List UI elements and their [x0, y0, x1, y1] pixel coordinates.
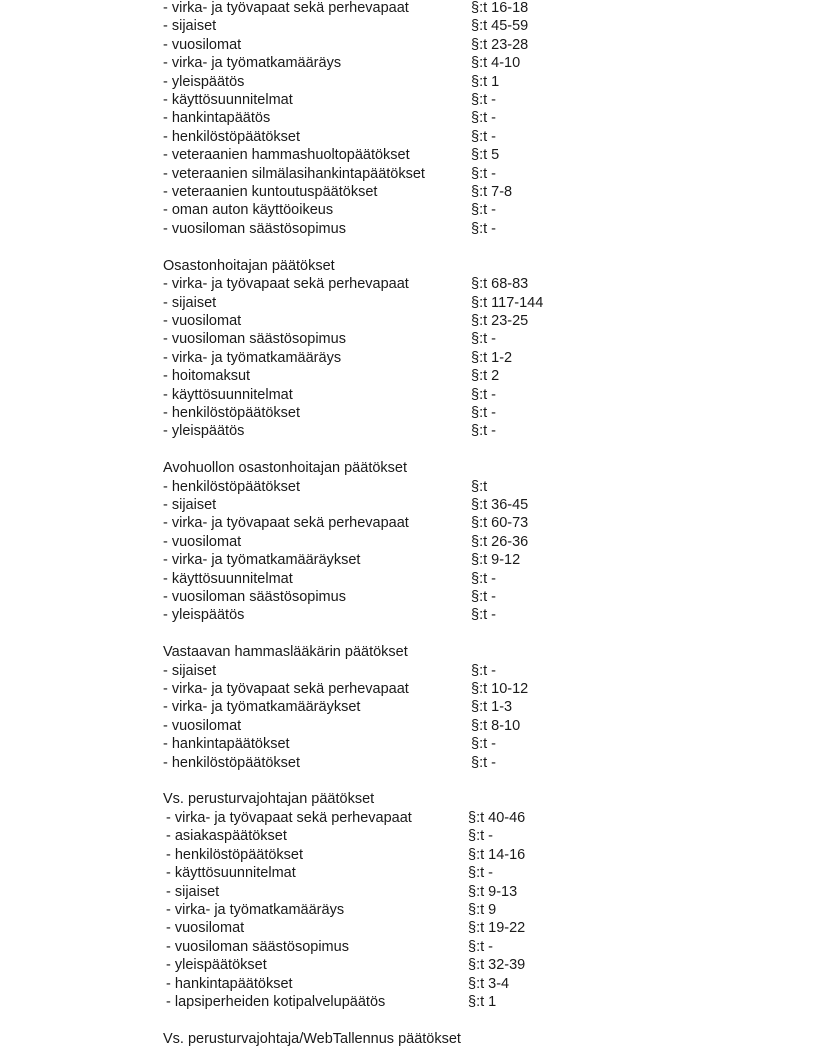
item-section-ref: §:t 60-73 — [471, 515, 529, 532]
item-section-ref: §:t - — [471, 662, 496, 679]
item-section-ref: §:t 1 — [471, 73, 500, 90]
list-item — [163, 73, 723, 91]
item-section-ref: §:t 26-36 — [471, 533, 529, 550]
item-section-ref: §:t 9-13 — [468, 883, 518, 900]
item-section-ref: §:t - — [471, 570, 496, 587]
list-item — [163, 864, 723, 882]
item-label: - käyttösuunnitelmat — [166, 865, 296, 882]
item-section-ref: §:t - — [471, 589, 496, 605]
item-label: - vuosiloman säästösopimus — [166, 938, 349, 955]
document-body — [163, 0, 723, 1048]
item-label: - hankintapäätökset — [163, 736, 290, 753]
item-label: - hankintapäätökset — [166, 975, 293, 992]
item-label: - virka- ja työmatkamääräys — [163, 349, 342, 366]
item-section-ref: §:t 23-25 — [471, 312, 529, 329]
list-item — [163, 128, 723, 146]
item-label: - vuosiloman säästösopimus — [163, 220, 346, 237]
item-section-ref: §:t - — [471, 165, 496, 182]
item-section-ref: §:t 14-16 — [468, 846, 526, 863]
list-item — [163, 386, 723, 404]
item-section-ref: §:t 7-8 — [471, 184, 513, 201]
list-item — [163, 496, 723, 514]
list-item — [163, 54, 723, 72]
list-item — [163, 294, 723, 312]
item-section-ref: §:t - — [471, 220, 496, 237]
item-section-ref: §:t 19-22 — [468, 920, 526, 937]
list-item — [163, 993, 723, 1011]
list-item — [163, 975, 723, 993]
item-section-ref: §:t — [471, 478, 488, 495]
item-label: - hankintapäätös — [163, 110, 271, 127]
list-item — [163, 735, 723, 753]
list-item — [163, 827, 723, 845]
item-section-ref: §:t 23-28 — [471, 36, 529, 53]
item-label: - sijaiset — [163, 18, 217, 35]
list-item — [163, 422, 723, 440]
list-item — [163, 275, 723, 293]
item-label: - vuosilomat — [166, 920, 245, 937]
item-section-ref: §:t - — [471, 386, 496, 403]
item-section-ref: §:t 32-39 — [468, 957, 526, 974]
item-section-ref: §:t - — [471, 423, 496, 440]
list-item — [163, 478, 723, 496]
item-label: - virka- ja työvapaat sekä perhevapaat — [163, 681, 409, 698]
section-heading: Vs. perusturvajohtaja/WebTallennus päätökset — [163, 1030, 461, 1047]
item-section-ref: §:t 9-12 — [471, 552, 521, 569]
item-section-ref: §:t 68-83 — [471, 276, 529, 293]
item-section-ref: §:t 10-12 — [471, 681, 529, 698]
item-label: - käyttösuunnitelmat — [163, 386, 293, 403]
item-label: - veteraanien silmälasihankintapäätökset — [163, 165, 425, 182]
list-item — [163, 846, 723, 864]
item-section-ref: §:t - — [468, 828, 493, 845]
list-item — [163, 17, 723, 35]
list-item — [163, 91, 723, 109]
item-section-ref: §:t 40-46 — [468, 809, 526, 826]
item-label: - virka- ja työmatkamääräykset — [163, 552, 361, 569]
list-item — [163, 312, 723, 330]
item-section-ref: §:t - — [471, 110, 496, 127]
item-label: - oman auton käyttöoikeus — [163, 202, 334, 219]
list-item — [163, 349, 723, 367]
list-item — [163, 809, 723, 827]
blank-line — [163, 238, 723, 256]
item-section-ref: §:t 45-59 — [471, 18, 529, 35]
item-label: - sijaiset — [163, 662, 217, 679]
item-label: - käyttösuunnitelmat — [163, 92, 293, 109]
item-section-ref: §:t - — [471, 128, 496, 145]
item-label: - lapsiperheiden kotipalvelupäätös — [166, 993, 386, 1010]
list-item — [163, 367, 723, 385]
list-item — [163, 220, 723, 238]
section-heading: Vs. perusturvajohtajan päätökset — [163, 791, 375, 808]
item-section-ref: §:t 9 — [468, 901, 497, 918]
item-label: - vuosiloman säästösopimus — [163, 589, 346, 605]
list-item — [163, 901, 723, 919]
item-section-ref: §:t - — [471, 736, 496, 753]
item-label: - henkilöstöpäätökset — [163, 478, 301, 495]
item-label: - henkilöstöpäätökset — [166, 846, 304, 863]
item-section-ref: §:t 8-10 — [471, 717, 521, 734]
list-item — [163, 109, 723, 127]
item-label: - veteraanien kuntoutuspäätökset — [163, 184, 378, 201]
item-label: - virka- ja työmatkamääräys — [163, 55, 342, 72]
item-label: - virka- ja työvapaat sekä perhevapaat — [166, 809, 412, 826]
blank-line — [163, 625, 723, 643]
list-item — [163, 680, 723, 698]
item-section-ref: §:t 1 — [468, 993, 497, 1010]
blank-line — [163, 772, 723, 790]
item-label: - hoitomaksut — [163, 368, 251, 385]
item-label: - vuosilomat — [163, 36, 242, 53]
item-section-ref: §:t 117-144 — [471, 294, 544, 311]
item-label: - yleispäätökset — [166, 957, 267, 974]
blank-line — [163, 441, 723, 459]
item-label: - virka- ja työmatkamääräykset — [163, 699, 361, 716]
item-label: - virka- ja työvapaat sekä perhevapaat — [163, 515, 409, 532]
item-label: - sijaiset — [163, 294, 217, 311]
list-item — [163, 662, 723, 680]
item-section-ref: §:t 5 — [471, 147, 500, 164]
item-label: - yleispäätös — [163, 73, 245, 90]
list-item — [163, 570, 723, 588]
item-section-ref: §:t - — [468, 865, 493, 882]
item-label: - vuosilomat — [163, 533, 242, 550]
item-label: - sijaiset — [163, 496, 217, 513]
item-label: - yleispäätös — [163, 423, 245, 440]
list-item — [163, 0, 723, 17]
list-item — [163, 514, 723, 532]
item-label: - sijaiset — [166, 883, 220, 900]
item-label: - vuosilomat — [163, 312, 242, 329]
item-section-ref: §:t - — [471, 404, 496, 421]
item-section-ref: §:t - — [471, 754, 496, 771]
list-item — [163, 698, 723, 716]
item-section-ref: §:t 1-3 — [471, 699, 513, 716]
item-label: - henkilöstöpäätökset — [163, 754, 301, 771]
list-item — [163, 606, 723, 624]
item-section-ref: §:t - — [471, 331, 496, 348]
item-label: - henkilöstöpäätökset — [163, 128, 301, 145]
item-label: - henkilöstöpäätökset — [163, 404, 301, 421]
list-item — [163, 956, 723, 974]
list-item — [163, 201, 723, 219]
list-item — [163, 330, 723, 348]
list-item — [163, 883, 723, 901]
item-section-ref: §:t 36-45 — [471, 496, 529, 513]
blank-line — [163, 1011, 723, 1029]
section-heading: Osastonhoitajan päätökset — [163, 257, 335, 274]
item-section-ref: §:t - — [471, 607, 496, 624]
item-section-ref: §:t 1-2 — [471, 349, 513, 366]
item-section-ref: §:t 4-10 — [471, 55, 521, 72]
list-item — [163, 183, 723, 201]
list-item — [163, 588, 723, 606]
section-heading: Avohuollon osastonhoitajan päätökset — [163, 460, 408, 477]
section-heading: Vastaavan hammaslääkärin päätökset — [163, 644, 408, 661]
list-item — [163, 533, 723, 551]
list-item — [163, 754, 723, 772]
item-section-ref: §:t - — [468, 938, 493, 955]
item-label: - vuosiloman säästösopimus — [163, 331, 346, 348]
item-section-ref: §:t 2 — [471, 368, 500, 385]
list-item — [163, 146, 723, 164]
item-section-ref: §:t 3-4 — [468, 975, 510, 992]
item-section-ref: §:t - — [471, 202, 496, 219]
list-item — [163, 938, 723, 956]
list-item — [163, 551, 723, 569]
list-item — [163, 919, 723, 937]
list-item — [163, 404, 723, 422]
item-label: - virka- ja työmatkamääräys — [166, 901, 345, 918]
item-section-ref: §:t 16-18 — [471, 0, 529, 16]
item-label: - virka- ja työvapaat sekä perhevapaat — [163, 276, 409, 293]
item-section-ref: §:t - — [471, 92, 496, 109]
item-label: - virka- ja työvapaat sekä perhevapaat — [163, 0, 409, 16]
item-label: - käyttösuunnitelmat — [163, 570, 293, 587]
item-label: - veteraanien hammashuoltopäätökset — [163, 147, 410, 164]
item-label: - vuosilomat — [163, 717, 242, 734]
list-item — [163, 717, 723, 735]
item-label: - yleispäätös — [163, 607, 245, 624]
list-item — [163, 36, 723, 54]
list-item — [163, 165, 723, 183]
item-label: - asiakaspäätökset — [166, 828, 287, 845]
